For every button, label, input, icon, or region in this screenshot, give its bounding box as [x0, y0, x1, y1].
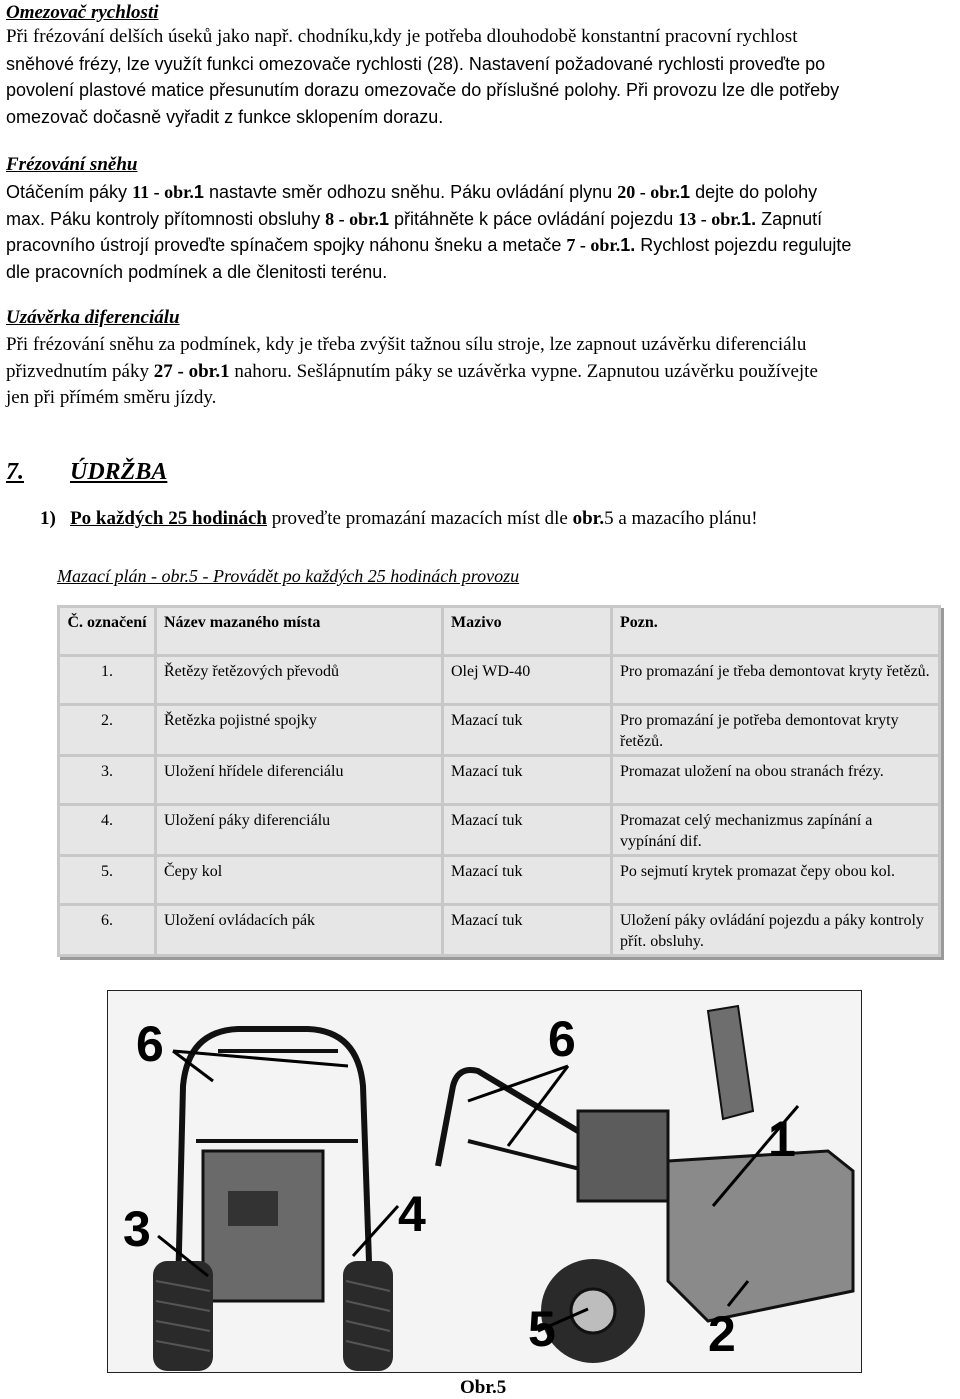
diff-lock-line-1: Při frézování sněhu za podmínek, kdy je třeba zvýšit tažnou sílu stroje, lze zapnout uzávěrku diferenciálu: [6, 334, 807, 355]
callout-2: 2: [708, 1306, 736, 1362]
right-wheel-hub: [571, 1289, 615, 1333]
callout-right-6: 6: [548, 1011, 576, 1067]
table-row: [60, 706, 938, 754]
left-wheel-left: [153, 1261, 213, 1371]
lubrication-table-wrapper: [57, 605, 960, 957]
snowblower-photo: [107, 990, 862, 1373]
header-cell: Název mazaného místa: [157, 608, 441, 654]
table-cell: Pro promazání je třeba demontovat kryty řetězů.: [613, 657, 938, 703]
snow-milling-paragraph: [6, 179, 954, 285]
table-cell: Po sejmutí krytek promazat čepy obou kol.: [613, 857, 938, 903]
callout-1: 1: [768, 1111, 796, 1167]
table-cell: 2.: [60, 706, 154, 754]
lubrication-plan-caption: Mazací plán - obr.5 - Provádět po každých 25 hodinách provozu: [57, 566, 520, 586]
header-cell: Č. označení: [60, 608, 154, 654]
table-row: [60, 806, 938, 854]
speed-limiter-line-4: omezovač dočasně vyřadit z funkce sklopením dorazu.: [6, 106, 444, 127]
table-cell: Uložení páky diferenciálu: [157, 806, 441, 854]
left-wheel-right: [343, 1261, 393, 1371]
maintenance-number: 7.: [6, 459, 24, 485]
table-cell: Mazací tuk: [444, 757, 610, 803]
table-cell: 1.: [60, 657, 154, 703]
maintenance-step-1: [40, 508, 758, 530]
table-row: [60, 657, 938, 703]
table-cell: Čepy kol: [157, 857, 441, 903]
speed-limiter-title: Omezovač rychlosti: [6, 2, 159, 23]
table-cell: Mazací tuk: [444, 706, 610, 754]
diff-lock-line-2: přizvednutím páky 27 - obr.1 nahoru. Sešlápnutím páky se uzávěrka vypne. Zapnutou uzávěrku používejte: [6, 360, 818, 382]
table-cell: Mazací tuk: [444, 906, 610, 954]
diff-lock-line-3: jen při přímém směru jízdy.: [6, 387, 217, 408]
callout-4: 4: [398, 1186, 426, 1242]
right-engine: [578, 1111, 668, 1201]
table-cell: 5.: [60, 857, 154, 903]
snow-milling-line-1: Otáčením páky 11 - obr.1 nastavte směr odhozu sněhu. Páku ovládání plynu 20 - obr.1 dejte do polohy: [6, 182, 818, 202]
table-cell: 6.: [60, 906, 154, 954]
speed-limiter-paragraph: [6, 24, 954, 130]
table-cell: Řetězka pojistné spojky: [157, 706, 441, 754]
table-cell: Promazat uložení na obou stranách frézy.: [613, 757, 938, 803]
step-interval: Po každých 25 hodinách: [70, 508, 267, 529]
auger-housing: [668, 1151, 853, 1321]
lubrication-table: [57, 605, 941, 957]
table-cell: Uložení hřídele diferenciálu: [157, 757, 441, 803]
header-cell: Mazivo: [444, 608, 610, 654]
table-cell: 3.: [60, 757, 154, 803]
snowblower-illustration: [108, 991, 861, 1372]
table-cell: Olej WD-40: [444, 657, 610, 703]
table-cell: Mazací tuk: [444, 857, 610, 903]
table-row: [60, 857, 938, 903]
maintenance-title: ÚDRŽBA: [70, 459, 168, 485]
snow-milling-line-2: max. Páku kontroly přítomnosti obsluhy 8 - obr.1 přitáhněte k páce ovládání pojezdu 13 - obr.1. Zapnutí: [6, 208, 823, 229]
table-cell: Řetězy řetězových převodů: [157, 657, 441, 703]
table-cell: Uložení páky ovládání pojezdu a páky kontroly přít. obsluhy.: [613, 906, 938, 954]
maintenance-heading: [6, 459, 168, 486]
callout-left-6: 6: [136, 1016, 164, 1072]
step-number: 1): [40, 508, 56, 529]
table-cell: Uložení ovládacích pák: [157, 906, 441, 954]
step-text: proveďte promazání mazacích míst dle: [266, 508, 573, 529]
table-row: [60, 757, 938, 803]
figure-caption: [460, 1377, 506, 1399]
table-header-row: [60, 608, 938, 654]
snow-milling-line-4: dle pracovních podmínek a dle členitosti terénu.: [6, 261, 388, 282]
speed-limiter-line-1: Při frézování delších úseků jako např. chodníku,kdy je potřeba dlouhodobě konstantní pracovní rychlost: [6, 26, 798, 47]
figure-caption-number: 5: [496, 1377, 507, 1398]
diff-lock-paragraph: [6, 332, 954, 412]
table-cell: Mazací tuk: [444, 806, 610, 854]
speed-limiter-line-3: povolení plastové matice přesunutím dorazu omezovače do příslušné polohy. Při provozu lze dle potřeby: [6, 80, 840, 100]
callout-5: 5: [528, 1301, 556, 1357]
table-row: [60, 906, 938, 954]
step-text-tail: a mazacího plánu!: [613, 508, 758, 529]
step-figure-num: 5: [604, 508, 614, 529]
table-cell: Promazat celý mechanizmus zapínání a vypínání dif.: [613, 806, 938, 854]
speed-limiter-line-2: sněhové frézy, lze využít funkci omezovače rychlosti (28). Nastavení požadované rychlosti proveďte po: [6, 53, 826, 74]
left-engine-detail: [228, 1191, 278, 1226]
table-cell: Pro promazání je potřeba demontovat kryty řetězů.: [613, 706, 938, 754]
header-cell: Pozn.: [613, 608, 938, 654]
figure-caption-label: Obr.: [460, 1377, 497, 1398]
callout-3: 3: [123, 1201, 151, 1257]
diff-lock-title: Uzávěrka diferenciálu: [6, 307, 180, 328]
step-figure-ref: obr.: [572, 508, 605, 529]
snow-milling-title: Frézování sněhu: [6, 154, 138, 175]
table-cell: 4.: [60, 806, 154, 854]
snow-milling-line-3: pracovního ústrojí proveďte spínačem spojky náhonu šneku a metače 7 - obr.1. Rychlost pojezdu regulujte: [6, 235, 852, 255]
